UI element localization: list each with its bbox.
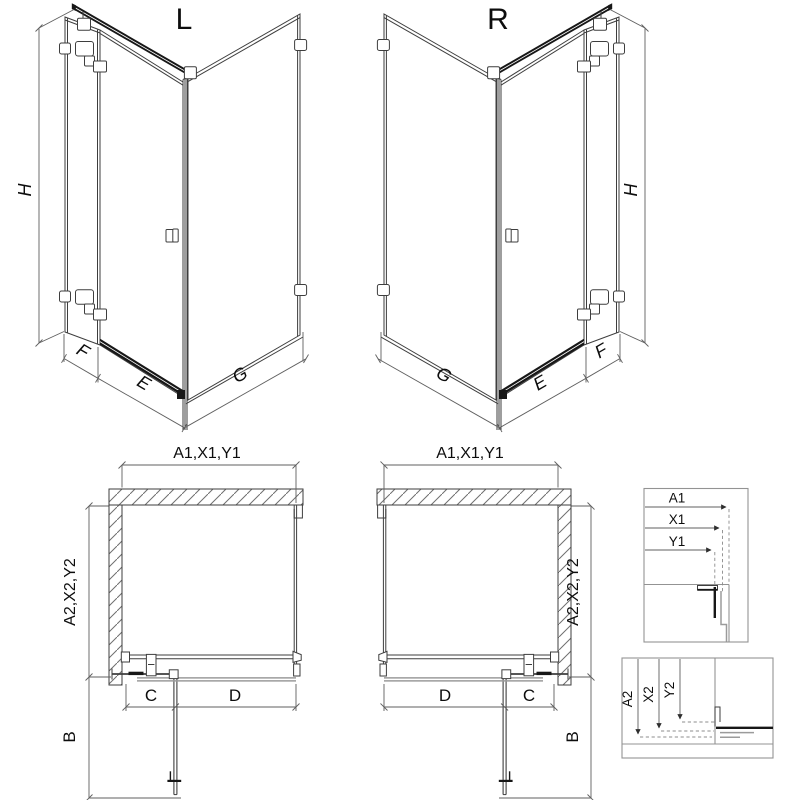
plan-right-door-seg-label: D [438, 686, 452, 705]
iso-right-height-label: H [621, 183, 641, 197]
plan-left-depth-dims-label: A2,X2,Y2 [62, 558, 79, 626]
detail-depth-y2-label: Y2 [662, 681, 677, 699]
detail-depth-x2-label: X2 [641, 686, 656, 703]
plan-left-door-seg-label: D [228, 686, 242, 705]
detail-width-a1-label: A1 [668, 490, 686, 506]
iso-left-side-width-label: G [228, 362, 252, 387]
iso-right-fixed-width-label: F [591, 339, 611, 363]
iso-left-door-width-label: E [133, 371, 155, 395]
iso-left-height-label: H [15, 183, 35, 197]
iso-left-fixed-width-label: F [73, 339, 93, 363]
iso-left-title: L [175, 3, 193, 36]
iso-view-right-geometry [376, 3, 649, 432]
iso-right-door-width-label: E [529, 371, 551, 395]
plan-right-door-projection-label: B [563, 731, 582, 743]
detail-box-depth-dims [622, 658, 773, 758]
detail-width-y1-label: Y1 [668, 534, 686, 549]
plan-right-fixed-seg-label: C [522, 686, 536, 705]
detail-width-x1-label: X1 [668, 512, 686, 527]
plan-right-depth-dims-label: A2,X2,Y2 [565, 558, 582, 626]
plan-right-width-dims-label: A1,X1,Y1 [436, 445, 504, 462]
plan-left-door-projection-label: B [60, 731, 79, 743]
iso-right-title: R [487, 3, 509, 36]
plan-left-fixed-seg-label: C [144, 686, 158, 705]
iso-view-left-geometry [36, 3, 309, 432]
detail-box-width-dims [644, 489, 748, 643]
iso-right-side-width-label: G [432, 362, 456, 387]
detail-depth-a2-label: A2 [620, 690, 635, 708]
plan-left-width-dims-label: A1,X1,Y1 [173, 445, 241, 462]
